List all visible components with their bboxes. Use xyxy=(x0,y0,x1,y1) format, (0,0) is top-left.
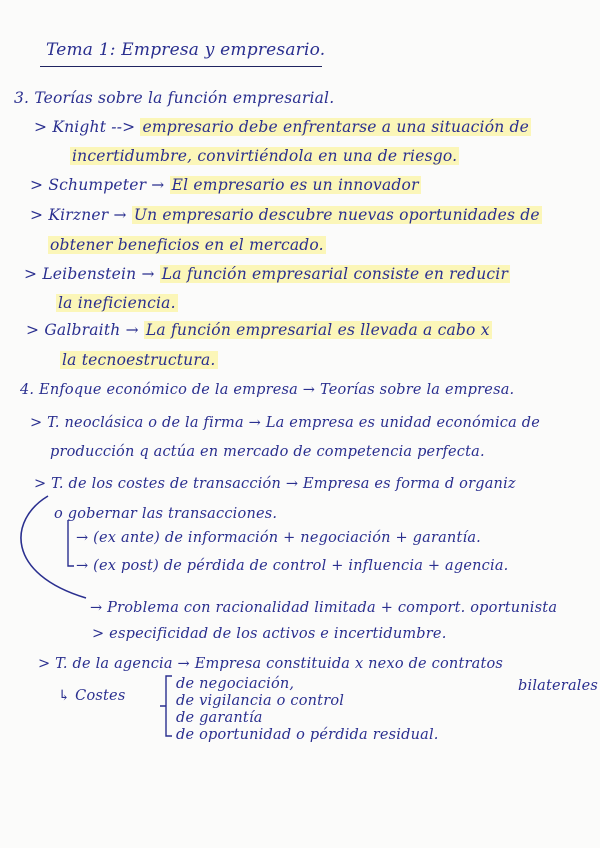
note-prefix: > Schumpeter → xyxy=(30,176,170,194)
highlighted-text: El empresario es un innovador xyxy=(171,176,419,194)
note-line xyxy=(26,320,492,340)
note-line xyxy=(70,146,459,166)
note-line xyxy=(60,350,218,370)
note-line xyxy=(24,264,510,284)
cost-item: de garantía xyxy=(176,710,263,726)
highlighted-text: Un empresario descubre nuevas oportunidades de xyxy=(133,206,540,224)
title-underline xyxy=(40,66,322,67)
note-prefix: > Galbraith → xyxy=(26,321,144,339)
note-line: > T. neoclásica o de la firma → La empresa es unidad económica de xyxy=(30,415,541,431)
section-heading-3: 3. Teorías sobre la función empresarial. xyxy=(14,89,335,107)
cost-item: de oportunidad o pérdida residual. xyxy=(176,727,439,743)
highlighted-text: la tecnoestructura. xyxy=(62,351,216,369)
note-line xyxy=(30,175,421,195)
note-prefix: > Kirzner → xyxy=(30,206,132,224)
note-line xyxy=(30,205,542,225)
branch-stem xyxy=(68,520,74,566)
highlighted-text: La función empresarial consiste en reducir xyxy=(161,265,509,283)
cost-item: de negociación, xyxy=(176,676,295,692)
note-line xyxy=(34,117,531,137)
note-prefix: > Leibenstein → xyxy=(24,265,160,283)
note-line: → (ex post) de pérdida de control + influencia + agencia. xyxy=(76,558,509,574)
note-line: → (ex ante) de información + negociación + garantía. xyxy=(76,530,481,546)
note-line: o gobernar las transacciones. xyxy=(54,506,278,522)
costes-label: ↳ Costes xyxy=(58,688,126,704)
note-line: producción q actúa en mercado de competencia perfecta. xyxy=(50,444,485,460)
cost-item: de vigilancia o control xyxy=(176,693,345,709)
note-line xyxy=(56,293,178,313)
note-line: > T. de la agencia → Empresa constituida x nexo de contratos xyxy=(38,656,504,672)
note-line: > especificidad de los activos e incertidumbre. xyxy=(92,626,447,642)
note-line xyxy=(48,235,326,255)
highlighted-text: empresario debe enfrentarse a una situación de xyxy=(142,118,530,136)
note-line: bilaterales xyxy=(518,678,599,694)
highlighted-text: la ineficiencia. xyxy=(58,294,176,312)
section-heading-4: 4. Enfoque económico de la empresa → Teorías sobre la empresa. xyxy=(20,382,515,398)
highlighted-text: incertidumbre, convirtiéndola en una de riesgo. xyxy=(72,147,458,165)
cost-brace xyxy=(160,676,172,736)
note-line: → Problema con racionalidad limitada + comport. oportunista xyxy=(90,600,558,616)
highlighted-text: obtener beneficios en el mercado. xyxy=(50,236,324,254)
highlighted-text: La función empresarial es llevada a cabo x xyxy=(145,321,490,339)
note-prefix: > Knight --> xyxy=(34,118,141,136)
page-title: Tema 1: Empresa y empresario. xyxy=(46,40,326,60)
note-line: > T. de los costes de transacción → Empresa es forma d organiz xyxy=(34,476,516,492)
